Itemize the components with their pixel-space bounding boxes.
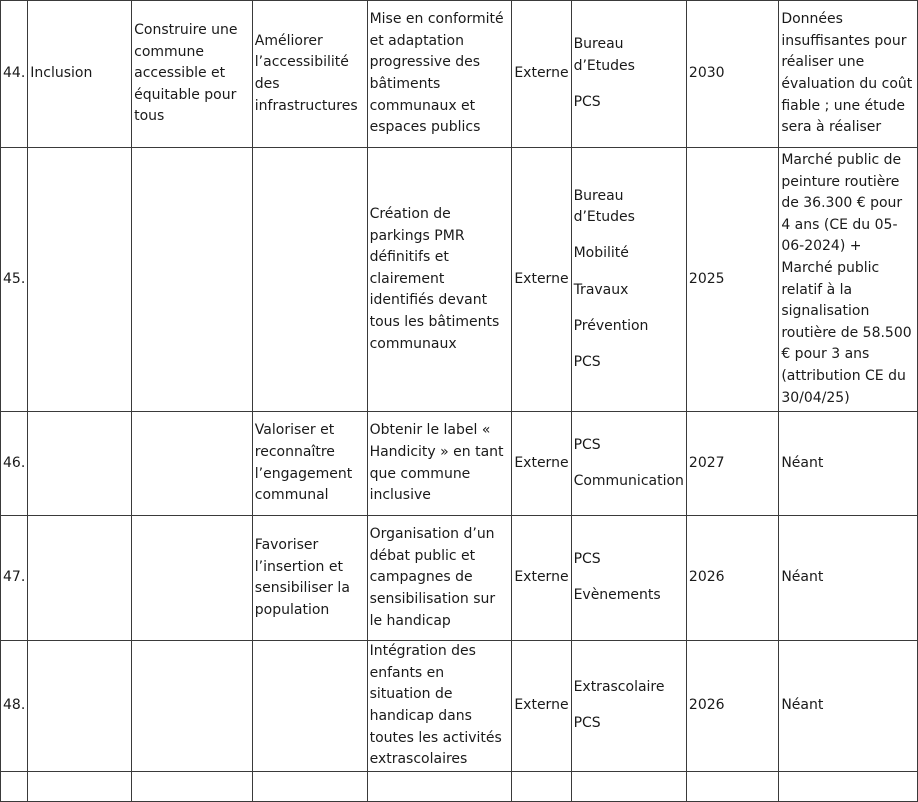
service-item: Extrascolaire (573, 679, 665, 696)
sub-objective-cell: Améliorer l’accessibilité des infrastructures (252, 1, 367, 148)
action-cell: Obtenir le label « Handicity » en tant que commune inclusive (367, 412, 512, 516)
service-item: Evènements (573, 587, 661, 604)
row-number: 48. (1, 641, 28, 772)
service-item: Mobilité (573, 245, 629, 262)
action-cell: Organisation d’un débat public et campagnes de sensibilisation sur le handicap (367, 516, 512, 641)
year-cell: 2026 (686, 516, 778, 641)
budget-cell: Néant (779, 412, 918, 516)
objective-cell (132, 148, 253, 412)
service-item: Communication (573, 472, 684, 489)
action-cell: Mise en conformité et adaptation progressive des bâtiments communaux et espaces publics (367, 1, 512, 148)
service-item: Bureau d’Etudes (573, 187, 635, 226)
sub-objective-cell: Favoriser l’insertion et sensibiliser la population (252, 516, 367, 641)
budget-cell: Marché public de peinture routière de 36.300 € pour 4 ans (CE du 05-06-2024) + Marché public relatif à la signalisation routière de 58.500 € pour 3 ans (attribution CE du 30/04/25) (779, 148, 918, 412)
service-item: PCS (573, 436, 601, 453)
table-row (1, 516, 918, 641)
table-row (1, 1, 918, 148)
type-cell: Externe (512, 516, 571, 641)
budget-cell: Néant (779, 516, 918, 641)
action-cell: Création de parkings PMR définitifs et clairement identifiés devant tous les bâtiments communaux (367, 148, 512, 412)
row-number: 45. (1, 148, 28, 412)
row-number: 44. (1, 1, 28, 148)
theme-cell (28, 516, 132, 641)
year-cell: 2026 (686, 641, 778, 772)
theme-cell: Inclusion (28, 1, 132, 148)
sub-objective-cell (252, 148, 367, 412)
theme-cell (28, 412, 132, 516)
budget-cell: Néant (779, 641, 918, 772)
objective-cell: Construire une commune accessible et équitable pour tous (132, 1, 253, 148)
services-cell (571, 641, 686, 772)
services-cell (571, 1, 686, 148)
type-cell: Externe (512, 641, 571, 772)
table-row (1, 641, 918, 772)
table-row-partial (1, 771, 918, 801)
objective-cell (132, 412, 253, 516)
type-cell: Externe (512, 1, 571, 148)
row-number: 47. (1, 516, 28, 641)
row-number: 46. (1, 412, 28, 516)
service-item: PCS (573, 94, 601, 111)
services-cell (571, 516, 686, 641)
action-cell: Intégration des enfants en situation de handicap dans toutes les activités extrascolaires (367, 641, 512, 772)
table-row (1, 148, 918, 412)
objective-cell (132, 641, 253, 772)
year-cell: 2027 (686, 412, 778, 516)
service-item: PCS (573, 715, 601, 732)
sub-objective-cell (252, 641, 367, 772)
services-cell (571, 412, 686, 516)
theme-cell (28, 641, 132, 772)
services-cell (571, 148, 686, 412)
table-row (1, 412, 918, 516)
service-item: PCS (573, 551, 601, 568)
service-item: PCS (573, 353, 601, 370)
service-item: Bureau d’Etudes (573, 36, 635, 74)
service-item: Travaux (573, 281, 629, 298)
budget-cell: Données insuffisantes pour réaliser une évaluation du coût fiable ; une étude sera à réaliser (779, 1, 918, 148)
objective-cell (132, 516, 253, 641)
service-item: Prévention (573, 317, 649, 334)
sub-objective-cell: Valoriser et reconnaître l’engagement communal (252, 412, 367, 516)
type-cell: Externe (512, 412, 571, 516)
year-cell: 2025 (686, 148, 778, 412)
type-cell: Externe (512, 148, 571, 412)
year-cell: 2030 (686, 1, 778, 148)
theme-cell (28, 148, 132, 412)
